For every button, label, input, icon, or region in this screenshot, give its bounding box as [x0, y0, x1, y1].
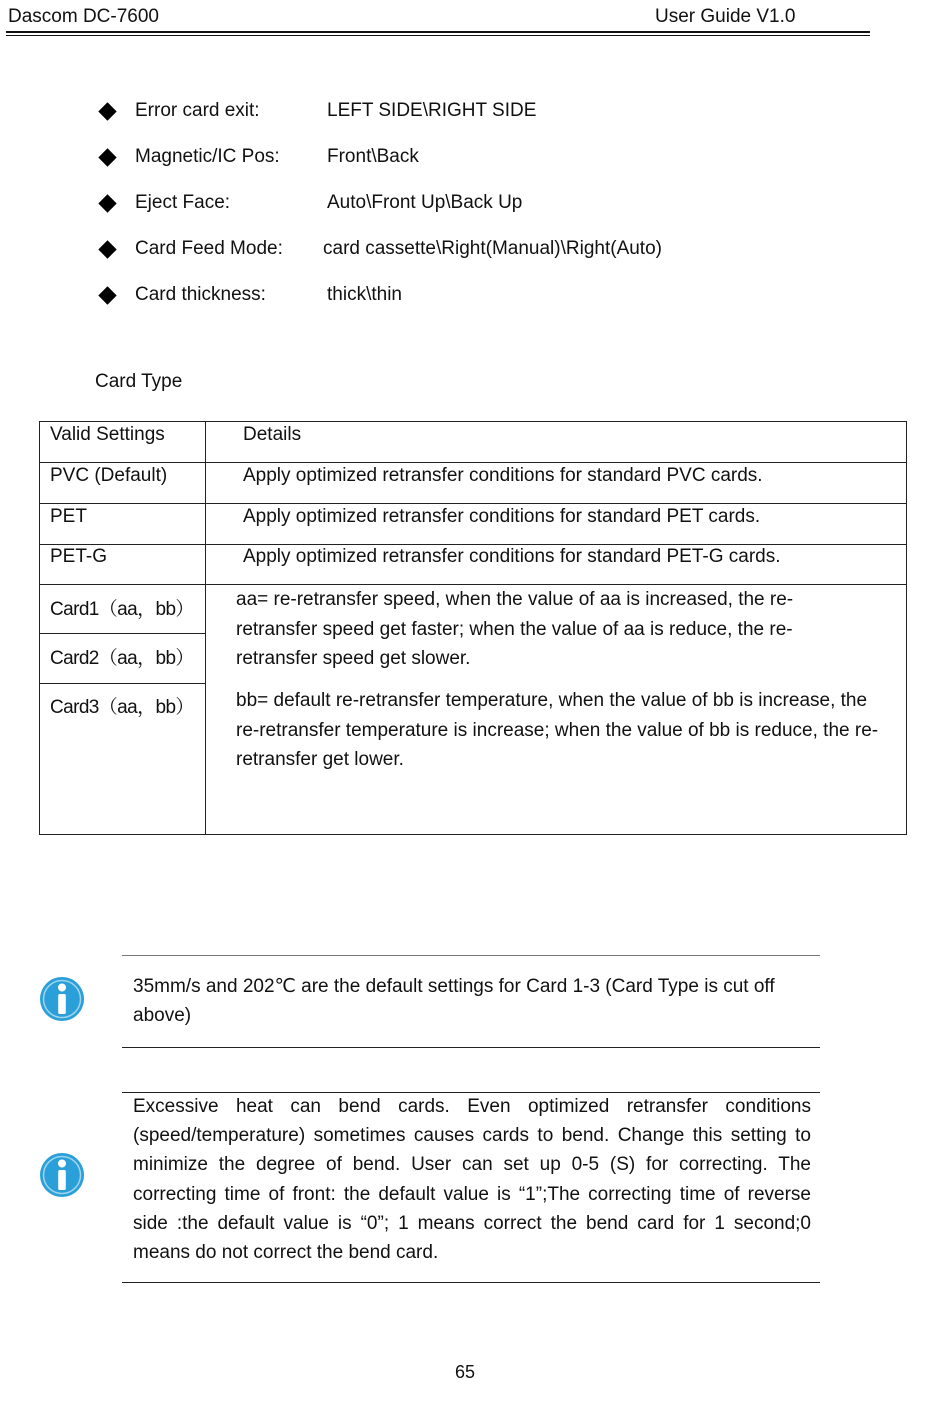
- table-cell-aa-details: aa= re-retransfer speed, when the value of aa is increased, the re-retransfer speed get faster; when the value of aa is reduce, the re-retransfer speed get slower.: [236, 589, 794, 669]
- diamond-bullet-icon: [98, 194, 116, 212]
- table-rule: [39, 834, 907, 835]
- table-rule: [39, 421, 40, 835]
- note-bend-correction: Excessive heat can bend cards. Even optimized retransfer conditions (speed/temperature) sometimes causes cards to bend. Change this setting to minimize the degree of bend. User can set up 0-5 (S) for correcting. The correcting time of front: the default value is “1”;The correcting time of reverse side :the default value is “0”; 1 means correct the bend card for 1 second;0 means do not correct the bend card.: [133, 1096, 811, 1264]
- setting-value: Front\Back: [327, 146, 419, 167]
- setting-label: Card Feed Mode:: [135, 238, 283, 259]
- setting-label: Error card exit:: [135, 100, 260, 121]
- header-document-title: Dascom DC-7600: [8, 6, 159, 27]
- table-rule: [906, 421, 907, 835]
- table-header-valid-settings: Valid Settings: [50, 424, 165, 445]
- section-title-card-type: Card Type: [95, 371, 183, 392]
- table-cell-details: Apply optimized retransfer conditions for standard PET-G cards.: [243, 546, 781, 567]
- setting-label: Card thickness:: [135, 284, 266, 305]
- diamond-bullet-icon: [98, 102, 116, 120]
- setting-error-card-exit: [97, 96, 536, 126]
- table-rule: [39, 462, 907, 463]
- table-cell-card3: Card3（aa，bb）: [50, 697, 194, 718]
- diamond-bullet-icon: [98, 148, 116, 166]
- setting-card-thickness: [97, 280, 402, 310]
- table-cell-setting: PVC (Default): [50, 465, 168, 486]
- setting-magnetic-ic-pos: [97, 142, 419, 172]
- note-rule-bottom: [122, 1047, 820, 1048]
- setting-value: card cassette\Right(Manual)\Right(Auto): [323, 238, 662, 259]
- table-rule: [39, 503, 907, 504]
- table-header-details: Details: [243, 424, 302, 445]
- table-cell-details: Apply optimized retransfer conditions for standard PET cards.: [243, 506, 761, 527]
- table-cell-details: Apply optimized retransfer conditions for standard PVC cards.: [243, 465, 763, 486]
- table-cell-setting: PET: [50, 506, 87, 527]
- setting-label: Eject Face:: [135, 192, 231, 213]
- header-rule-thin: [6, 35, 870, 36]
- note-rule-bottom: [122, 1282, 820, 1283]
- setting-value: thick\thin: [327, 284, 402, 305]
- info-icon: [39, 976, 85, 1022]
- table-cell-bb-details: bb= default re-retransfer temperature, when the value of bb is increase, the re-retransfer temperature is increase; when the value of bb is reduce, the re-retransfer get lower.: [236, 690, 879, 770]
- setting-card-feed-mode: [97, 234, 662, 264]
- table-rule: [39, 421, 907, 422]
- setting-value: LEFT SIDE\RIGHT SIDE: [327, 100, 537, 121]
- table-rule: [205, 421, 206, 835]
- table-cell-card2: Card2（aa，bb）: [50, 648, 194, 669]
- table-rule: [39, 683, 205, 684]
- diamond-bullet-icon: [98, 286, 116, 304]
- setting-label: Magnetic/IC Pos:: [135, 146, 280, 167]
- diamond-bullet-icon: [98, 240, 116, 258]
- table-cell-card1: Card1（aa，bb）: [50, 599, 194, 620]
- table-cell-setting: PET-G: [50, 546, 108, 567]
- header-rule: [6, 31, 870, 33]
- table-rule: [39, 544, 907, 545]
- setting-value: Auto\Front Up\Back Up: [327, 192, 523, 213]
- note-default-settings: 35mm/s and 202℃ are the default settings for Card 1-3 (Card Type is cut off above): [133, 976, 775, 1027]
- setting-eject-face: [97, 188, 522, 218]
- info-icon: [39, 1152, 85, 1198]
- note-rule-top: [122, 955, 820, 956]
- page-number: 65: [454, 1362, 476, 1382]
- header-guide-version: User Guide V1.0: [655, 6, 796, 27]
- table-rule: [39, 633, 205, 634]
